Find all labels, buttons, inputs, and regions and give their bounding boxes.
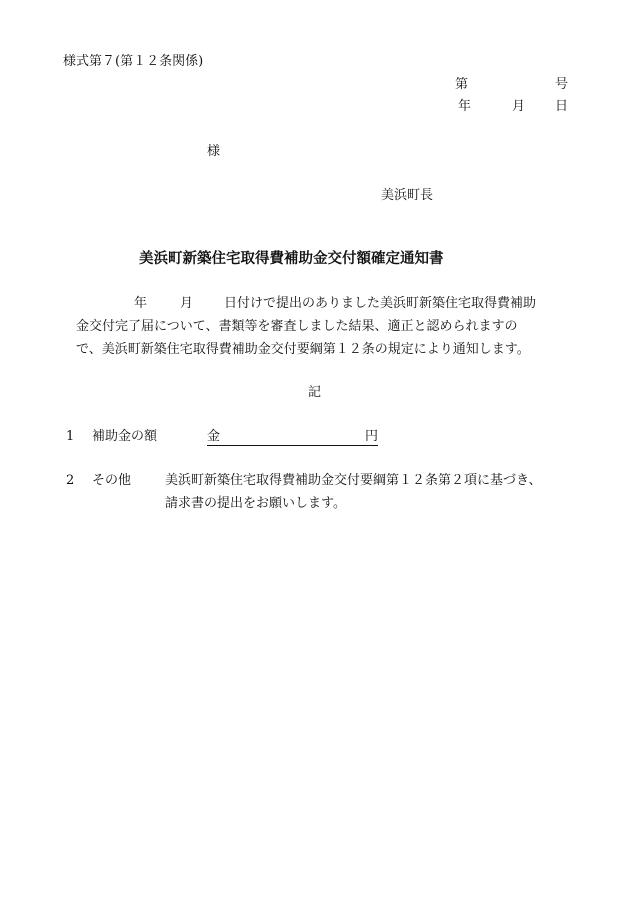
body-line-3: で、美浜町新築住宅取得費補助金交付要綱第１２条の規定により通知します。 (76, 342, 530, 357)
amount-field (207, 430, 378, 446)
date-day: 日 (555, 99, 569, 114)
date-year: 年 (458, 99, 472, 114)
number-prefix: 第 (455, 77, 469, 92)
amount-prefix: 金 (207, 429, 221, 444)
document-title: 美浜町新築住宅取得費補助金交付額確定通知書 (139, 251, 444, 267)
body-year: 年 (134, 296, 148, 311)
item2-label: その他 (92, 473, 132, 488)
item2-line-2: 請求書の提出をお願いします。 (165, 496, 346, 511)
body-month: 月 (180, 296, 194, 311)
ki-heading: 記 (308, 385, 322, 400)
addressee-suffix: 様 (207, 144, 221, 159)
item2-number: 2 (66, 473, 75, 488)
item2-line-1: 美浜町新築住宅取得費補助金交付要綱第１２条第２項に基づき、 (165, 473, 542, 488)
body-line-2: 金交付完了届について、書類等を審査しました結果、適正と認められますの (76, 319, 518, 334)
date-month: 月 (512, 99, 526, 114)
item1-number: 1 (66, 429, 75, 444)
amount-suffix: 円 (364, 429, 378, 444)
number-suffix: 号 (555, 77, 569, 92)
body-line-1: 日付けで提出のありました美浜町新築住宅取得費補助 (224, 296, 537, 311)
issuer-name: 美浜町長 (381, 188, 434, 203)
item1-label: 補助金の額 (92, 429, 158, 444)
form-label: 様式第７(第１２条関係) (63, 54, 204, 69)
